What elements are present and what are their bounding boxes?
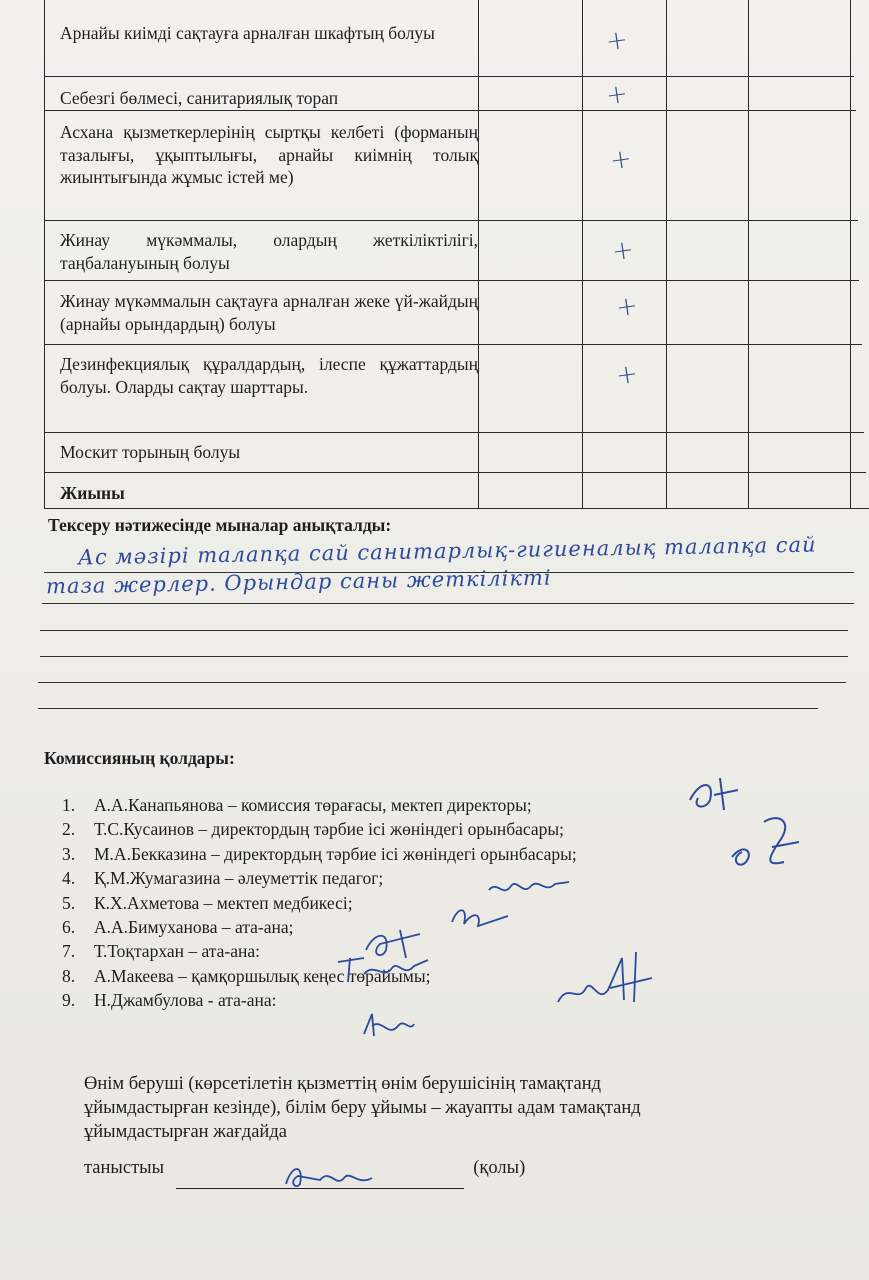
list-item: 4. Қ.М.Жумагазина – әлеуметтік педагог; [62, 868, 384, 889]
table-col-rule [582, 0, 583, 508]
table-row-label: Дезинфекциялық құралдардың, ілеспе құжаттардың болуы. Оларды сақтау шарттары. [60, 354, 478, 397]
responsible-signature [280, 1160, 380, 1192]
ruled-line [40, 630, 848, 631]
ruled-line [40, 656, 848, 657]
table-row-label: Москит торының болуы [60, 442, 241, 462]
list-item: 6. А.А.Бимуханова – ата-ана; [62, 916, 294, 937]
check-mark: + [604, 78, 630, 112]
check-mark: + [604, 24, 630, 58]
table-col-rule [666, 0, 667, 508]
signature-7 [334, 950, 434, 990]
table-rule [44, 110, 856, 111]
table-col-rule [748, 0, 749, 508]
list-item: 2. Т.С.Кусаинов – директордың тәрбие ісі жөніндегі орынбасары; [62, 819, 564, 840]
findings-heading: Тексеру нәтижесінде мыналар анықталды: [48, 515, 392, 535]
table-col-rule [850, 0, 851, 508]
check-mark: + [614, 358, 640, 392]
table-row-label: Жинау мүкәммалы, олардың жеткіліктілігі, таңбалануының болуы [60, 230, 478, 273]
table-rule [44, 472, 866, 473]
check-mark: + [608, 143, 634, 177]
list-item: 9. Н.Джамбулова - ата-ана: [62, 990, 277, 1011]
handwritten-finding: таза жерлер. Орындар саны жеткілікті [45, 565, 552, 599]
acknowledgement-paragraph [84, 1072, 869, 1144]
handwritten-finding: Ас мәзірі талапқа сай санитарлық-гигиеналық талапқа сай [77, 532, 817, 570]
table-rule [44, 508, 869, 509]
signature-hint: (қолы) [473, 1158, 526, 1178]
list-item: 1. А.А.Канапьянова – комиссия төрағасы, мектеп директоры; [62, 795, 532, 815]
signature-8 [552, 948, 662, 1018]
list-item: 8. А.Макеева – қамқоршылық кеңес төрайымы; [62, 965, 431, 986]
table-row-label: Асхана қызметкерлерінің сыртқы келбеті (форманың тазалығы, ұқыптылығы, арнайы киімнің толық жиынтығында жұмыс істей ме) [60, 122, 478, 187]
table-rule [44, 280, 859, 281]
commission-heading: Комиссияның қолдары: [44, 748, 235, 768]
table-col-rule [478, 0, 479, 508]
check-mark: + [614, 290, 640, 324]
signature-2 [724, 812, 814, 882]
table-rule [44, 76, 854, 77]
signature-5 [448, 902, 518, 932]
table-rule [44, 432, 864, 433]
table-rule [44, 220, 858, 221]
ruled-line [38, 708, 818, 709]
table-row-label: Жинау мүкәммалын сақтауға арналған жеке үй-жайдың (арнайы орындардың) болуы [60, 291, 478, 334]
table-row-label: Себезгі бөлмесі, санитариялық торап [60, 88, 339, 108]
ruled-line [38, 682, 846, 683]
paragraph-line: Өнім беруші (көрсетілетін қызметтің өнім берушісінің тамақтанд [84, 1074, 602, 1094]
list-item: 3. М.А.Бекказина – директордың тәрбие ісі жөніндегі орынбасары; [62, 843, 577, 864]
ruled-line [42, 603, 854, 604]
table-col-rule [44, 0, 45, 508]
signature-9 [358, 1008, 418, 1044]
check-mark: + [610, 234, 636, 268]
list-item: 5. К.Х.Ахметова – мектеп медбикесі; [62, 892, 353, 913]
table-row-label: Арнайы киімді сақтауға арналған шкафтың болуы [60, 23, 435, 43]
inspection-table [44, 0, 869, 508]
signature-4 [485, 872, 575, 902]
paragraph-line: ұйымдастырған жағдайда [84, 1122, 287, 1142]
paragraph-line: ұйымдастырған кезінде), білім беру ұйымы – жауапты адам тамақтанд [84, 1098, 641, 1118]
table-row-total-label: Жиыны [60, 483, 125, 503]
table-rule [44, 344, 862, 345]
acknowledged-label: таныстыы [84, 1158, 165, 1178]
list-item: 7. Т.Тоқтархан – ата-ана: [62, 941, 261, 962]
